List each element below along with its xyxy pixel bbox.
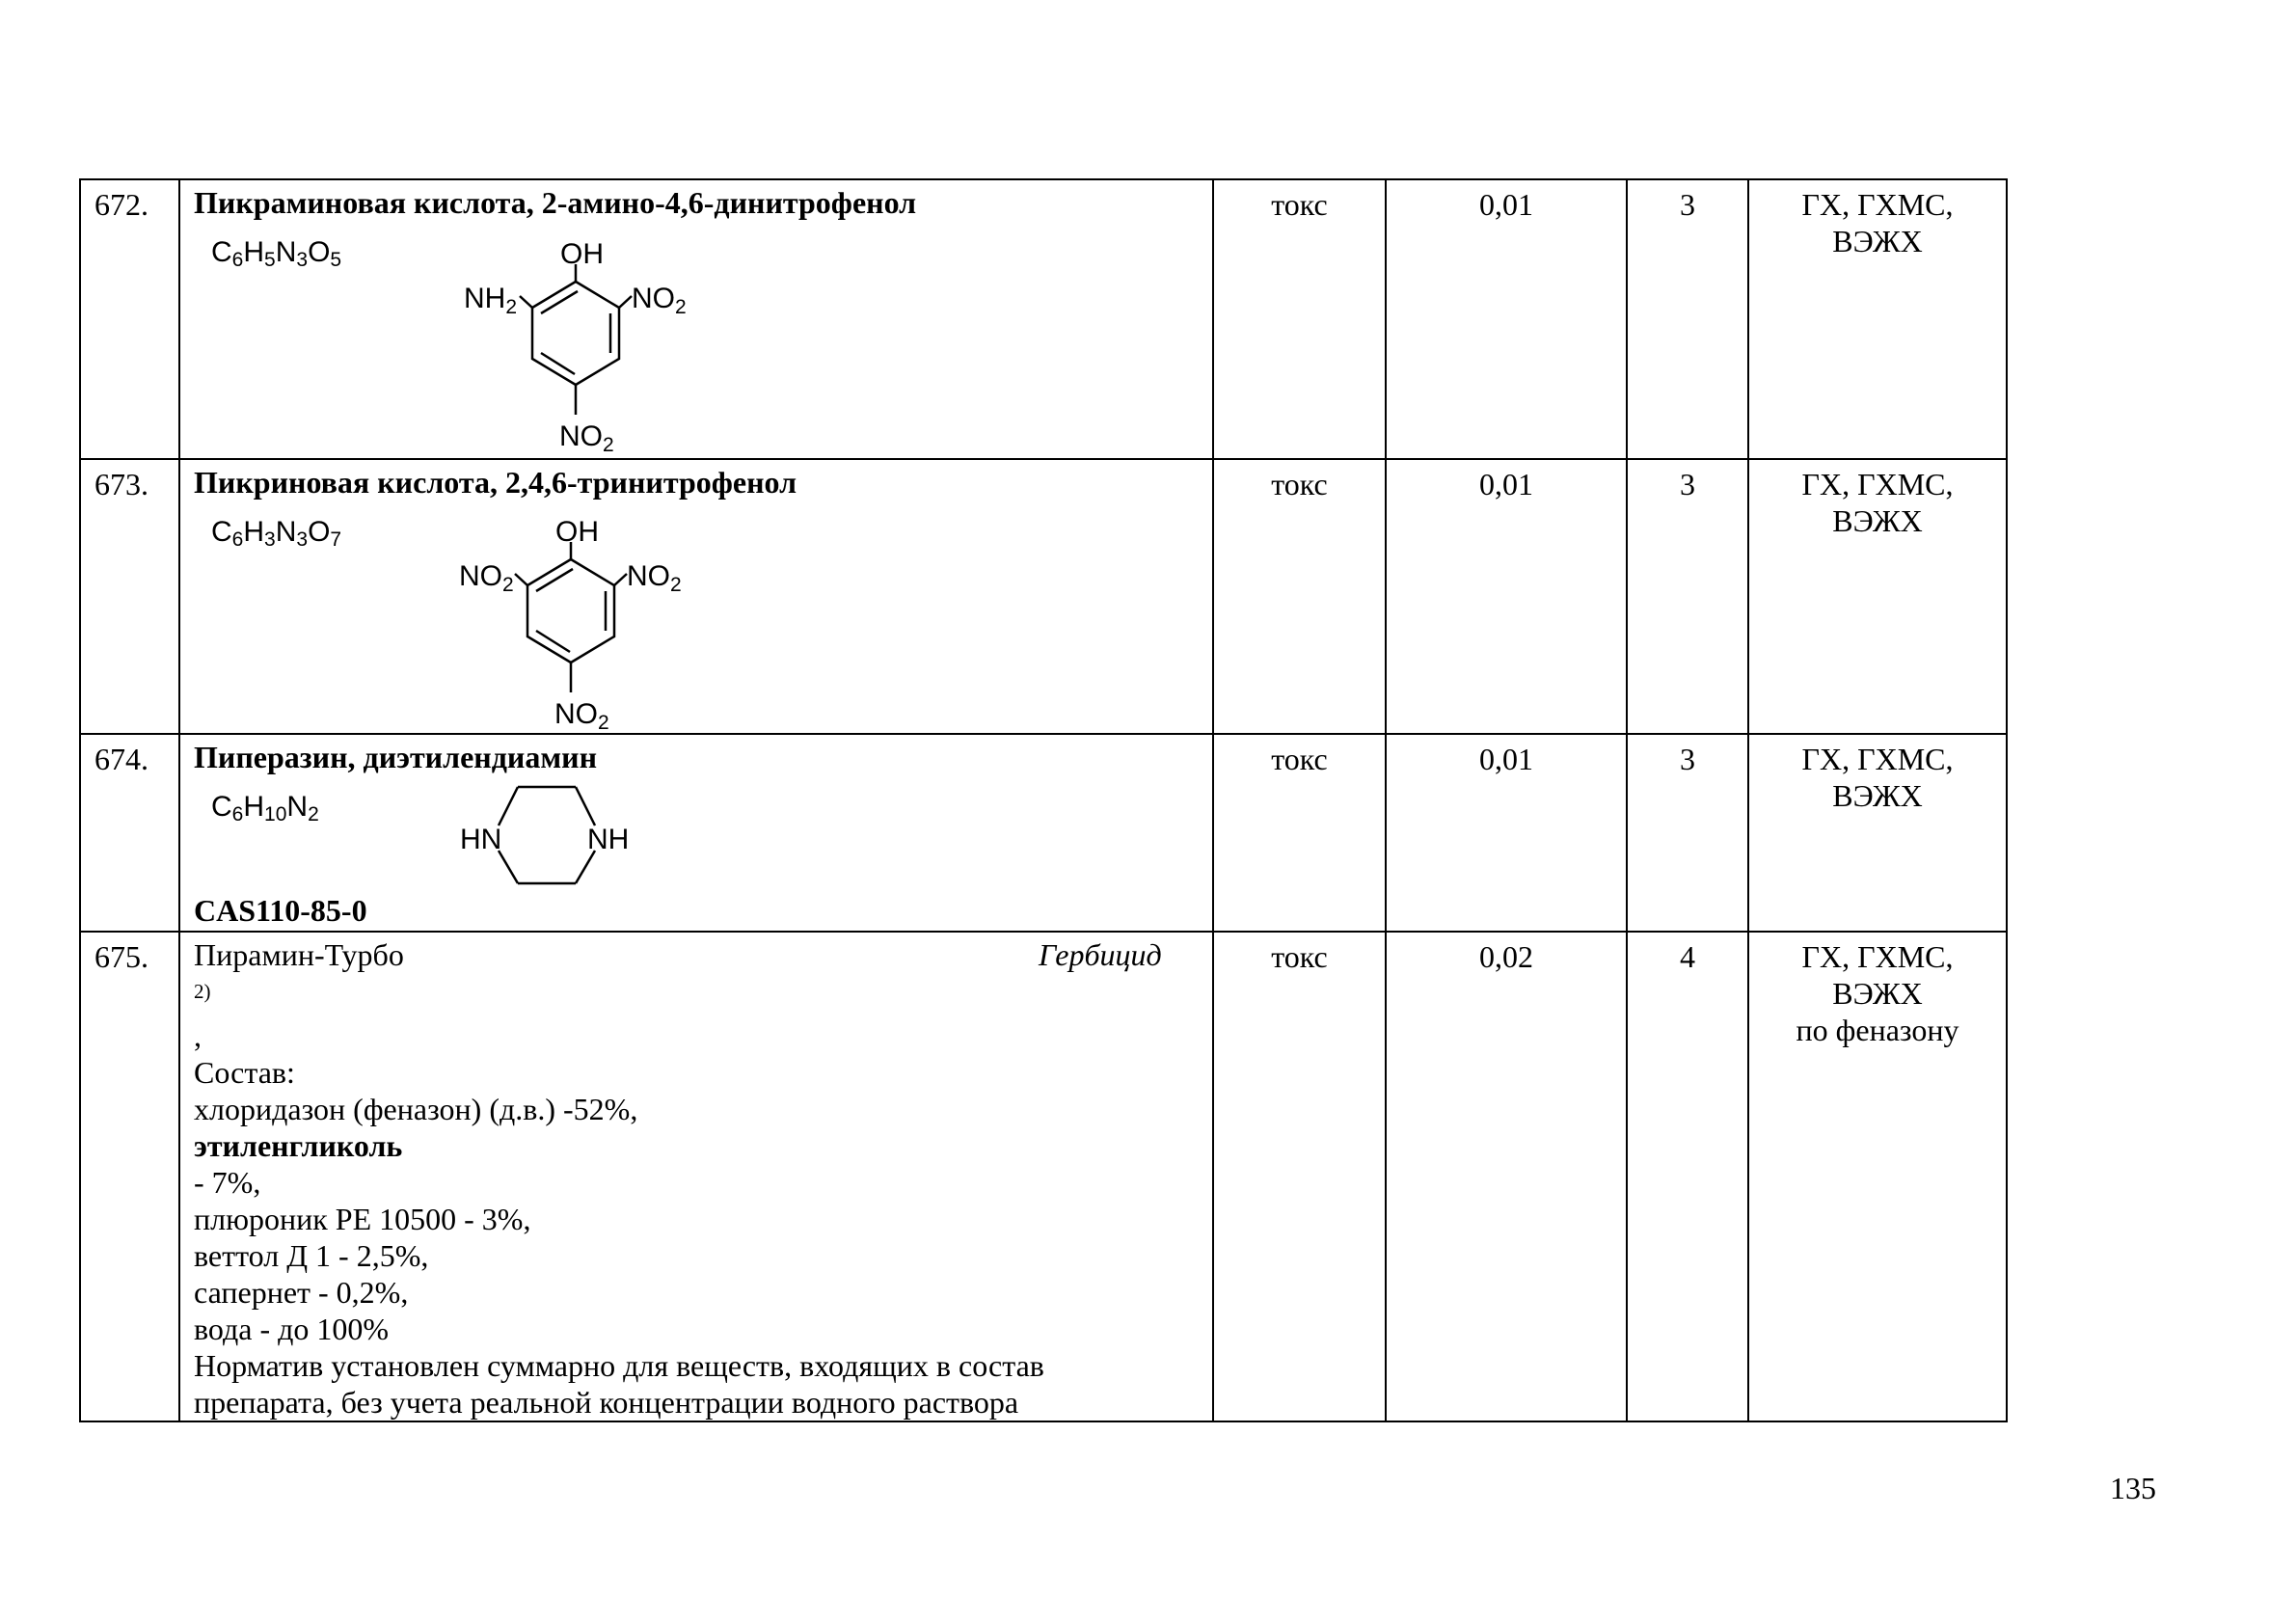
hazard-class: 3 bbox=[1627, 459, 1748, 734]
row-number: 673. bbox=[80, 459, 179, 734]
substance-cell bbox=[179, 459, 1213, 734]
table-row bbox=[80, 734, 2007, 932]
structural-formula bbox=[421, 783, 630, 889]
analysis-methods: ГХ, ГХМС, ВЭЖХ bbox=[1748, 179, 2007, 459]
substance-table bbox=[79, 178, 2008, 1422]
table-row bbox=[80, 932, 2007, 1421]
norm-value: 0,01 bbox=[1386, 179, 1627, 459]
composition-line: плюроник РЕ 10500 - 3%, bbox=[194, 1201, 531, 1236]
nitro-group-label: $NO_2$ bbox=[554, 698, 609, 734]
composition-line: Состав: bbox=[194, 1054, 295, 1090]
note-line: Норматив установлен суммарно для веществ, входящих в состав bbox=[194, 1347, 1044, 1383]
structural-formula bbox=[460, 238, 749, 455]
substance-cell bbox=[179, 932, 1213, 1421]
substance-name: Пирамин-Турбо $^{2)}$ , bbox=[194, 937, 404, 1053]
molecular-formula: $C_6H_5N_3O_5$ bbox=[211, 236, 342, 271]
note-line: препарата, без учета реальной концентрации водного раствора bbox=[194, 1384, 1019, 1420]
norm-value: 0,01 bbox=[1386, 459, 1627, 734]
nitro-group-label: $NO_2$ bbox=[632, 283, 687, 318]
substance-name: Пиперазин, диэтилендиамин bbox=[194, 740, 597, 774]
oh-group-label: OH bbox=[555, 516, 599, 548]
row-number: 674. bbox=[80, 734, 179, 932]
composition-line: сапернет - 0,2%, bbox=[194, 1274, 409, 1310]
hazard-indicator: токс bbox=[1213, 932, 1386, 1421]
structural-formula bbox=[455, 516, 744, 733]
analysis-methods: ГХ, ГХМС, ВЭЖХ bbox=[1748, 459, 2007, 734]
amine-group-label: HN bbox=[460, 824, 502, 855]
hazard-class: 4 bbox=[1627, 932, 1748, 1421]
page-number: 135 bbox=[2110, 1471, 2156, 1505]
nitro-group-label: $NO_2$ bbox=[559, 420, 614, 456]
analysis-methods: ГХ, ГХМС, ВЭЖХ bbox=[1748, 734, 2007, 932]
amine-group-label: NH bbox=[587, 824, 630, 855]
composition-line: этиленгликоль - 7%, bbox=[194, 1127, 403, 1200]
norm-value: 0,02 bbox=[1386, 932, 1627, 1421]
hazard-class: 3 bbox=[1627, 179, 1748, 459]
cas-number: CAS110-85-0 bbox=[194, 893, 367, 928]
composition-line: вода - до 100% bbox=[194, 1311, 390, 1346]
amino-group-label: $NH_2$ bbox=[464, 283, 518, 318]
nitro-group-label: $NO_2$ bbox=[459, 560, 514, 596]
hazard-indicator: токс bbox=[1213, 734, 1386, 932]
substance-cell bbox=[179, 734, 1213, 932]
composition-line: веттол Д 1 - 2,5%, bbox=[194, 1237, 429, 1273]
substance-name: Пикриновая кислота, 2,4,6-тринитрофенол bbox=[194, 465, 797, 500]
substance-cell bbox=[179, 179, 1213, 459]
oh-group-label: OH bbox=[560, 238, 604, 270]
analysis-methods: ГХ, ГХМС, ВЭЖХ по феназону bbox=[1748, 932, 2007, 1421]
row-number: 672. bbox=[80, 179, 179, 459]
substance-category: Гербицид bbox=[1039, 937, 1162, 972]
norm-value: 0,01 bbox=[1386, 734, 1627, 932]
hazard-indicator: токс bbox=[1213, 179, 1386, 459]
table-row bbox=[80, 459, 2007, 734]
nitro-group-label: $NO_2$ bbox=[627, 560, 682, 596]
composition-line: хлоридазон (феназон) (д.в.) -52%, bbox=[194, 1091, 638, 1126]
molecular-formula: $C_6H_{10}N_2$ bbox=[211, 791, 319, 826]
table-row bbox=[80, 179, 2007, 459]
molecular-formula: $C_6H_3N_3O_7$ bbox=[211, 516, 342, 551]
hazard-class: 3 bbox=[1627, 734, 1748, 932]
hazard-indicator: токс bbox=[1213, 459, 1386, 734]
substance-name: Пикраминовая кислота, 2-амино-4,6-динитрофенол bbox=[194, 185, 917, 220]
row-number: 675. bbox=[80, 932, 179, 1421]
